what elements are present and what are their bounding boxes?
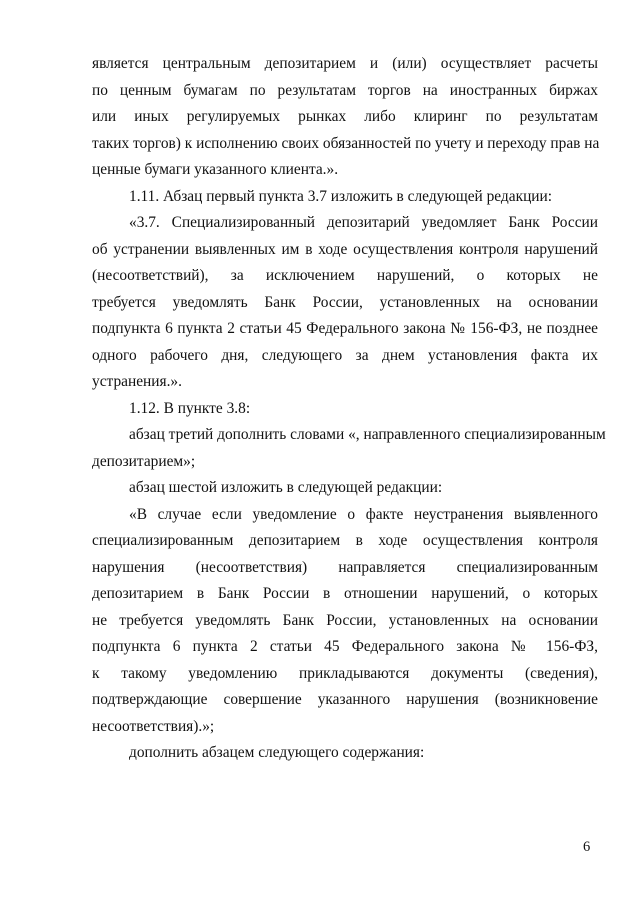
text-line: таких торгов) к исполнению своих обязанностей по учету и переходу прав на (92, 135, 600, 152)
text-line: специализированным депозитарием в ходе осуществления контроля (92, 532, 598, 549)
text-line: к такому уведомлению прикладываются документы (сведения), (92, 665, 598, 682)
text-line: одного рабочего дня, следующего за днем установления факта их (92, 347, 598, 364)
text-line: 1.12. В пункте 3.8: (129, 400, 251, 417)
text-line: «В случае если уведомление о факте неустранения выявленного (129, 506, 598, 523)
text-line: (несоответствий), за исключением нарушений, о которых не (92, 267, 598, 284)
text-line: нарушения (несоответствия) направляется специализированным (92, 559, 598, 576)
page-number: 6 (583, 839, 591, 855)
text-line: несоответствия).»; (92, 718, 215, 735)
text-line: абзац шестой изложить в следующей редакции: (129, 479, 443, 496)
text-line: дополнить абзацем следующего содержания: (129, 744, 425, 761)
text-line: 1.11. Абзац первый пункта 3.7 изложить в следующей редакции: (129, 188, 553, 205)
text-line: по ценным бумагам по результатам торгов на иностранных биржах (92, 82, 598, 99)
text-line: не требуется уведомлять Банк России, установленных на основании (92, 612, 598, 629)
text-line: «3.7. Специализированный депозитарий уведомляет Банк России (129, 214, 598, 231)
text-line: является центральным депозитарием и (или) осуществляет расчеты (92, 55, 598, 72)
text-line: об устранении выявленных им в ходе осуществления контроля нарушений (92, 241, 598, 258)
text-line: подпункта 6 пункта 2 статьи 45 Федерального закона № 156-ФЗ, не позднее (92, 320, 598, 337)
text-line: ценные бумаги указанного клиента.». (92, 161, 339, 178)
text-line: устранения.». (92, 373, 182, 390)
text-line: депозитарием»; (92, 453, 196, 470)
text-line: абзац третий дополнить словами «, направленного специализированным (129, 426, 606, 443)
text-line: подпункта 6 пункта 2 статьи 45 Федерального закона № 156-ФЗ, (92, 638, 598, 655)
text-line: подтверждающие совершение указанного нарушения (возникновение (92, 691, 598, 708)
text-line: депозитарием в Банк России в отношении нарушений, о которых (92, 585, 598, 602)
text-line: или иных регулируемых рынках либо клиринг по результатам (92, 108, 598, 125)
text-line: требуется уведомлять Банк России, установленных на основании (92, 294, 598, 311)
